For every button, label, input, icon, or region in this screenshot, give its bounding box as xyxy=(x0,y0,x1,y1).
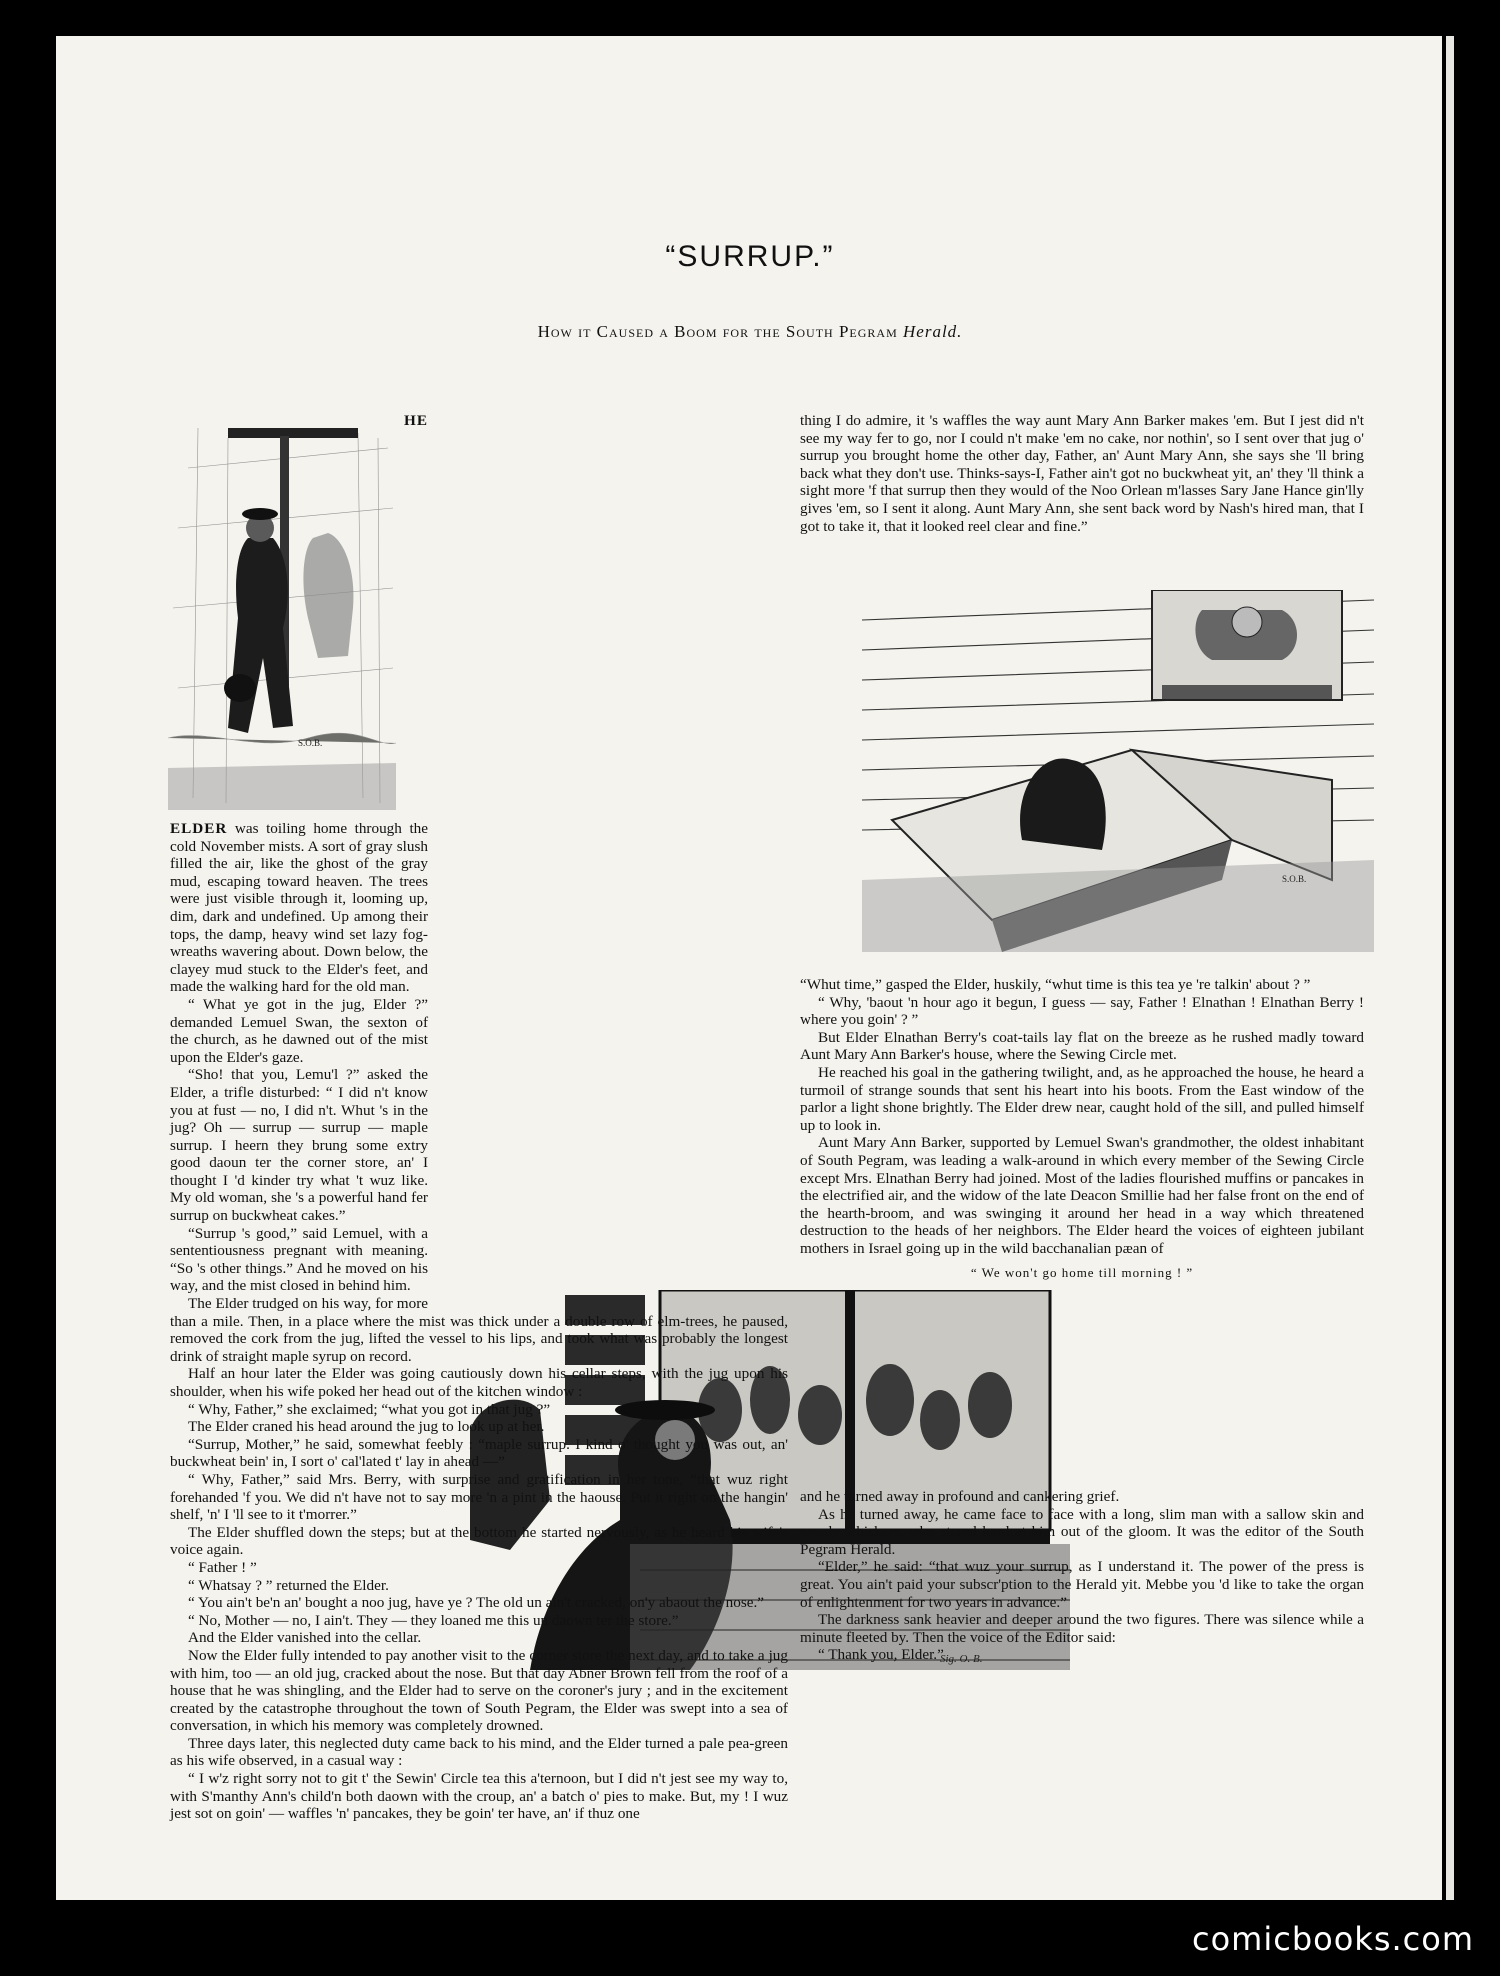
paragraph-text: “ Thank you, Elder.” xyxy=(818,1646,944,1664)
paragraph-text: Three days later, this neglected duty came back to his mind, and the Elder turned a pale pea-green as his wife observed, in a casual way : xyxy=(170,1734,788,1770)
paragraph xyxy=(170,1471,788,1524)
paragraph-text: “ You ain't be'n an' bought a noo jug, have ye ? The old un ain't cracked, on'y abaout the nose.” xyxy=(188,1594,765,1612)
paragraph-text: The Elder shuffled down the steps; but at the bottom he started nervously, as he heard his wife's voice again. xyxy=(170,1523,788,1559)
paragraph xyxy=(170,1365,788,1400)
paragraph-text: The Elder trudged on his way, for more than a mile. Then, in a place where the mist was thick under a double row of elm-trees, he paused, removed the cork from the jug, lifted the vessel to his lips, and took what was probably the longest drink of straight maple syrup on record. xyxy=(170,1295,788,1365)
watermark: comicbooks.com xyxy=(1191,1920,1474,1958)
paragraph-text: “ What ye got in the jug, Elder ?” demanded Lemuel Swan, the sexton of the church, as he dawned out of the mist upon the Elder's gaze. xyxy=(170,995,428,1066)
paragraph-text: “ Whatsay ? ” returned the Elder. xyxy=(188,1576,389,1594)
paragraph-text: “ Why, Father,” said Mrs. Berry, with surprise and gratification in her tone, “that wuz right forehanded 'f you. We did n't have not to say more 'n a pint in the haouse. Put it right on the hangin' shelf, 'n' I 'll see to it t'morrer.” xyxy=(170,1470,788,1524)
right-column-bottom xyxy=(800,1488,1364,1664)
paragraph xyxy=(800,976,1364,994)
article-title: “SURRUP.” xyxy=(665,240,835,273)
subtitle-italic: Herald. xyxy=(903,322,963,341)
paragraph-text: “ Father ! ” xyxy=(188,1558,257,1576)
signature-3: Sig. O. B. xyxy=(940,1653,983,1665)
paragraph-text: Aunt Mary Ann Barker, supported by Lemuel Swan's grandmother, the oldest inhabitant of South Pegram, was leading a walk-around in which every member of the Sewing Circle except Mrs. Elnathan Berry had joined. Most of the ladies flourished muffins or pancakes in the electrified air, and the widow of the late Deacon Smillie had her false front on the end of the hearth-broom, and was swinging it around her head in a way which threatened destruction to the heads of her neighbors. The Elder heard the voices of eighteen jubilant mothers in Israel going up in the wild bacchanalian pæan of xyxy=(800,1134,1364,1257)
right-column-middle xyxy=(800,976,1364,1287)
paragraph xyxy=(800,412,1364,535)
float-spacer xyxy=(170,412,404,820)
paragraph xyxy=(800,1611,1364,1646)
paragraph-text: He reached his goal in the gathering twilight, and, as he approached the house, he heard a turmoil of strange sounds that sent his heart into his boots. From the East window of the parlor a light shone brightly. The Elder drew near, caught hold of the sill, and pulled himself up to look in. xyxy=(800,1063,1364,1134)
paragraph-text: “ I w'z right sorry not to git t' the Sewin' Circle tea this a'ternoon, but I did n't jest see my way to, with S'manthy Ann's child'n both daown with the croup, an' a batch o' pies to make. But, my ! I wuz jest sot on goin' — waffles 'n' pancakes, they be goin' ter have, an' if thuz one xyxy=(170,1770,788,1823)
paragraph-text: and he turned away in profound and cankering grief. xyxy=(800,1488,1120,1505)
paragraph xyxy=(800,1558,1364,1611)
paragraph xyxy=(800,1029,1364,1064)
paragraph xyxy=(170,1647,788,1735)
paragraph-text: Half an hour later the Elder was going cautiously down his cellar steps, with the jug upon his shoulder, when his wife poked her head out of the kitchen window : xyxy=(170,1365,788,1400)
paragraph xyxy=(800,1646,1364,1664)
left-column xyxy=(170,412,788,1823)
paragraph xyxy=(170,1436,788,1471)
signature-1: S.O.B. xyxy=(298,738,323,748)
paragraph xyxy=(170,1770,788,1823)
right-column-top xyxy=(800,412,1364,535)
paragraph xyxy=(170,1577,788,1595)
paragraph xyxy=(800,1064,1364,1134)
paragraph xyxy=(170,1418,788,1436)
paragraph-text: “Surrup, Mother,” he said, somewhat feebly : “maple surrup. I kind o' thought you was out, an' buckwheat bein' in, I sort o' cal'lated t' lay in ahead —” xyxy=(170,1435,788,1471)
paragraph xyxy=(800,1488,1364,1506)
paragraph-text: The darkness sank heavier and deeper around the two figures. There was silence while a minute fleeted by. Then the voice of the Editor said: xyxy=(800,1611,1364,1646)
paragraph-text: And the Elder vanished into the cellar. xyxy=(188,1629,422,1647)
paragraph-text: thing I do admire, it 's waffles the way aunt Mary Ann Barker makes 'em. But I jest did n't see my way fer to go, nor I could n't make 'em no cake, nor nothin', so I sent over that jug o' surrup you brought home the other day, Father, an' Aunt Mary Ann, she says she 'll bring back what they don't use. Thinks-says-I, Father ain't got no buckwheat yit, an' they 'll think a sight more 'f that surrup then they would of the Noo Orlean m'lasses Sary Jane Hance gin'lly gives 'em, so I sent it along. Aunt Mary Ann, she sent back word by Nash's hired man, that I got to take it, that it looked reel clear and fine.” xyxy=(800,412,1364,535)
song-quote: “ We won't go home till morning ! ” xyxy=(970,1264,1194,1280)
page-edge xyxy=(1446,36,1454,1900)
paragraph-text: Now the Elder fully intended to pay another visit to the corner store the next day, and to take a jug with him, too — an old jug, cracked about the nose. But that day Abner Brown fell from the roof of a house that he was shingling, and the Elder had to serve on the coroner's jury ; and in the excitement created by the catastrophe throughout the town of South Pegram, the Elder was swept into a sea of conversation, in which his memory was completely drowned. xyxy=(170,1646,788,1735)
paragraph-text: As he turned away, he came face to face with a long, slim man with a sallow skin and weedy whiskers, who stared hard at him out of the gloom. It was the editor of the South Pegram Herald. xyxy=(800,1505,1364,1558)
paragraph-text: was toiling home through the cold November mists. A sort of gray slush filled the air, like the ghost of the gray mud, escaping toward heaven. The trees were just visible through it, looming up, dim, dark and undefined. Up among their tops, the damp, heavy wind set lazy fog-wreaths wavering about. Down below, the clayey mud stuck to the Elder's feet, and made the walking hard for the old man. xyxy=(170,820,428,996)
paragraph xyxy=(170,1612,788,1630)
paragraph xyxy=(170,1594,788,1612)
paragraph xyxy=(170,1629,788,1647)
lead-in: HE ELDER xyxy=(170,412,428,837)
subtitle-text: How it Caused a Boom for the South Pegram xyxy=(537,322,903,341)
paragraph xyxy=(170,1735,788,1770)
paragraph xyxy=(170,1559,788,1577)
float-spacer xyxy=(428,412,788,1312)
paragraph-text: “ Why, 'baout 'n hour ago it begun, I guess — say, Father ! Elnathan ! Elnathan Berry ! where you goin' ? ” xyxy=(800,993,1364,1029)
paragraph-text: The Elder craned his head around the jug to look up at her. xyxy=(188,1418,545,1436)
article-subtitle xyxy=(0,322,1500,342)
signature-2: S.O.B. xyxy=(1282,874,1307,884)
paragraph-text: But Elder Elnathan Berry's coat-tails lay flat on the breeze as he rushed madly toward Aunt Mary Ann Barker's house, where the Sewing Circle met. xyxy=(800,1028,1364,1064)
paragraph xyxy=(170,1524,788,1559)
paragraph-text: “ No, Mother — no, I ain't. They — they loaned me this un daown ter the store.” xyxy=(188,1611,679,1629)
paragraph-text: “Sho! that you, Lemu'l ?” asked the Elder, a trifle disturbed: “ I did n't know you at fust — no, I did n't. Whut 's in the jug? Oh — surrup — surrup — maple surrup. I heern they brung some extry good daoun ter the corner store, an' I thought I 'd kinder try what 't wuz like. My old woman, she 's a powerful hand fer surrup on buckwheat cakes.” xyxy=(170,1066,428,1225)
paragraph-text: “Whut time,” gasped the Elder, huskily, “whut time is this tea ye 're talkin' about ? ” xyxy=(800,976,1311,993)
paragraph xyxy=(800,1134,1364,1257)
paragraph xyxy=(800,994,1364,1029)
paragraph-text: “Elder,” he said: “that wuz your surrup, as I understand it. The power of the press is great. You ain't paid your subscr'ption to the Herald yit. Mebbe you 'd like to take the organ of enlightenment for two years in advance.” xyxy=(800,1558,1364,1611)
paragraph-text: “Surrup 's good,” said Lemuel, with a sententiousness pregnant with meaning. “So 's other things.” And he moved on his way, and the mist closed in behind him. xyxy=(170,1224,428,1295)
paragraph-text: “ Why, Father,” she exclaimed; “what you got in that jug ?” xyxy=(188,1400,551,1418)
paragraph xyxy=(800,1506,1364,1559)
paragraph xyxy=(170,1401,788,1419)
illustration-cellar-window xyxy=(862,590,1374,952)
